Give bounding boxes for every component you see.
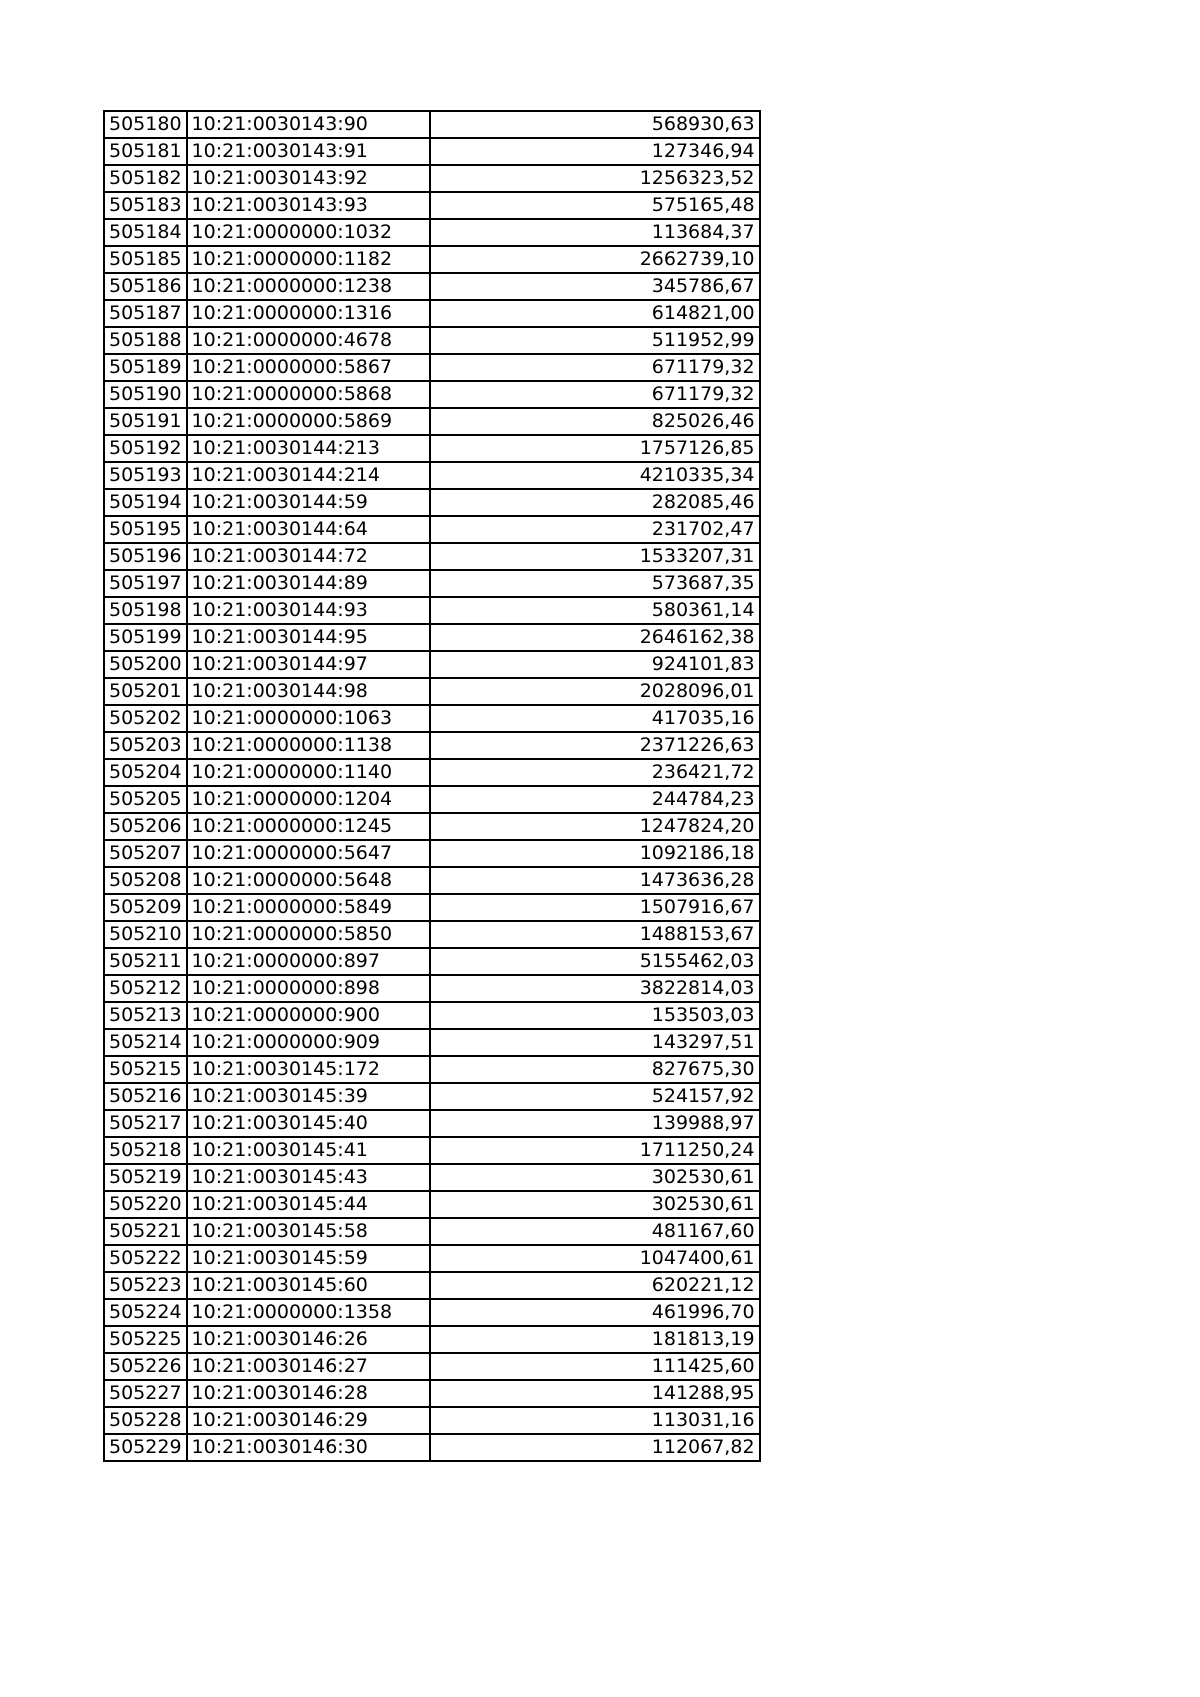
cadastral-number-cell: 10:21:0030145:43 — [187, 1164, 430, 1191]
table-row — [104, 192, 760, 219]
row-number-cell: 505207 — [104, 840, 187, 867]
table-row — [104, 489, 760, 516]
row-number-cell: 505229 — [104, 1434, 187, 1461]
cadastral-number-cell: 10:21:0030145:172 — [187, 1056, 430, 1083]
cadastral-number-cell: 10:21:0000000:1138 — [187, 732, 430, 759]
cadastral-value-cell: 524157,92 — [430, 1083, 760, 1110]
cadastral-number-cell: 10:21:0030144:89 — [187, 570, 430, 597]
cadastral-number-cell: 10:21:0030145:40 — [187, 1110, 430, 1137]
cadastral-number-cell: 10:21:0000000:909 — [187, 1029, 430, 1056]
cadastral-value-cell: 141288,95 — [430, 1380, 760, 1407]
cadastral-number-cell: 10:21:0030144:213 — [187, 435, 430, 462]
cadastral-value-cell: 1488153,67 — [430, 921, 760, 948]
row-number-cell: 505213 — [104, 1002, 187, 1029]
cadastral-value-cell: 671179,32 — [430, 381, 760, 408]
cadastral-number-cell: 10:21:0000000:5647 — [187, 840, 430, 867]
cadastral-value-cell: 113031,16 — [430, 1407, 760, 1434]
cadastral-value-cell: 302530,61 — [430, 1191, 760, 1218]
row-number-cell: 505212 — [104, 975, 187, 1002]
table-row — [104, 651, 760, 678]
cadastral-number-cell: 10:21:0000000:898 — [187, 975, 430, 1002]
table-row — [104, 948, 760, 975]
row-number-cell: 505199 — [104, 624, 187, 651]
cadastral-value-cell: 1757126,85 — [430, 435, 760, 462]
cadastral-number-cell: 10:21:0030146:30 — [187, 1434, 430, 1461]
row-number-cell: 505214 — [104, 1029, 187, 1056]
table-row — [104, 1353, 760, 1380]
cadastral-value-cell: 573687,35 — [430, 570, 760, 597]
cadastral-value-cell: 2646162,38 — [430, 624, 760, 651]
cadastral-number-cell: 10:21:0000000:5850 — [187, 921, 430, 948]
row-number-cell: 505223 — [104, 1272, 187, 1299]
row-number-cell: 505224 — [104, 1299, 187, 1326]
cadastral-value-cell: 827675,30 — [430, 1056, 760, 1083]
cadastral-value-cell: 614821,00 — [430, 300, 760, 327]
cadastral-number-cell: 10:21:0030145:58 — [187, 1218, 430, 1245]
cadastral-value-cell: 5155462,03 — [430, 948, 760, 975]
cadastral-value-cell: 244784,23 — [430, 786, 760, 813]
row-number-cell: 505191 — [104, 408, 187, 435]
row-number-cell: 505222 — [104, 1245, 187, 1272]
cadastral-value-cell: 127346,94 — [430, 138, 760, 165]
row-number-cell: 505225 — [104, 1326, 187, 1353]
cadastral-value-cell: 153503,03 — [430, 1002, 760, 1029]
table-row — [104, 138, 760, 165]
table-row — [104, 678, 760, 705]
table-row — [104, 246, 760, 273]
cadastral-value-cell: 1247824,20 — [430, 813, 760, 840]
table-row — [104, 1029, 760, 1056]
row-number-cell: 505203 — [104, 732, 187, 759]
row-number-cell: 505189 — [104, 354, 187, 381]
row-number-cell: 505209 — [104, 894, 187, 921]
row-number-cell: 505196 — [104, 543, 187, 570]
cadastral-value-cell: 2371226,63 — [430, 732, 760, 759]
table-row — [104, 975, 760, 1002]
row-number-cell: 505218 — [104, 1137, 187, 1164]
cadastral-number-cell: 10:21:0030143:92 — [187, 165, 430, 192]
table-row — [104, 813, 760, 840]
cadastral-value-cell: 481167,60 — [430, 1218, 760, 1245]
table-row — [104, 300, 760, 327]
cadastral-value-cell: 236421,72 — [430, 759, 760, 786]
table-row — [104, 516, 760, 543]
row-number-cell: 505197 — [104, 570, 187, 597]
cadastral-value-cell: 181813,19 — [430, 1326, 760, 1353]
table-row — [104, 840, 760, 867]
cadastral-value-cell: 1533207,31 — [430, 543, 760, 570]
cadastral-value-cell: 1092186,18 — [430, 840, 760, 867]
cadastral-number-cell: 10:21:0030144:95 — [187, 624, 430, 651]
table-row — [104, 1056, 760, 1083]
table-row — [104, 1164, 760, 1191]
cadastral-number-cell: 10:21:0030144:72 — [187, 543, 430, 570]
row-number-cell: 505205 — [104, 786, 187, 813]
cadastral-number-cell: 10:21:0000000:1204 — [187, 786, 430, 813]
row-number-cell: 505217 — [104, 1110, 187, 1137]
row-number-cell: 505182 — [104, 165, 187, 192]
cadastral-number-cell: 10:21:0000000:5868 — [187, 381, 430, 408]
row-number-cell: 505211 — [104, 948, 187, 975]
table-row — [104, 1299, 760, 1326]
row-number-cell: 505208 — [104, 867, 187, 894]
table-row — [104, 381, 760, 408]
cadastral-value-cell: 1256323,52 — [430, 165, 760, 192]
cadastral-value-cell: 345786,67 — [430, 273, 760, 300]
cadastral-number-cell: 10:21:0000000:5869 — [187, 408, 430, 435]
table-row — [104, 1002, 760, 1029]
table-row — [104, 597, 760, 624]
table-row — [104, 1137, 760, 1164]
row-number-cell: 505226 — [104, 1353, 187, 1380]
row-number-cell: 505185 — [104, 246, 187, 273]
row-number-cell: 505200 — [104, 651, 187, 678]
cadastral-number-cell: 10:21:0000000:1063 — [187, 705, 430, 732]
cadastral-value-cell: 924101,83 — [430, 651, 760, 678]
cadastral-value-cell: 4210335,34 — [430, 462, 760, 489]
row-number-cell: 505198 — [104, 597, 187, 624]
cadastral-number-cell: 10:21:0030146:29 — [187, 1407, 430, 1434]
cadastral-number-cell: 10:21:0030145:41 — [187, 1137, 430, 1164]
cadastral-number-cell: 10:21:0030144:93 — [187, 597, 430, 624]
table-row — [104, 462, 760, 489]
row-number-cell: 505210 — [104, 921, 187, 948]
cadastral-value-cell: 231702,47 — [430, 516, 760, 543]
row-number-cell: 505215 — [104, 1056, 187, 1083]
cadastral-value-cell: 1507916,67 — [430, 894, 760, 921]
cadastral-number-cell: 10:21:0030144:64 — [187, 516, 430, 543]
table-row — [104, 111, 760, 138]
table-row — [104, 921, 760, 948]
cadastral-number-cell: 10:21:0000000:5648 — [187, 867, 430, 894]
table-row — [104, 786, 760, 813]
row-number-cell: 505201 — [104, 678, 187, 705]
cadastral-value-cell: 113684,37 — [430, 219, 760, 246]
table-row — [104, 1407, 760, 1434]
cadastral-value-cell: 417035,16 — [430, 705, 760, 732]
table-row — [104, 732, 760, 759]
cadastral-number-cell: 10:21:0030144:98 — [187, 678, 430, 705]
table-row — [104, 354, 760, 381]
cadastral-number-cell: 10:21:0000000:1182 — [187, 246, 430, 273]
table-row — [104, 1245, 760, 1272]
table-row — [104, 759, 760, 786]
cadastral-value-cell: 1711250,24 — [430, 1137, 760, 1164]
table-row — [104, 408, 760, 435]
cadastral-number-cell: 10:21:0030144:214 — [187, 462, 430, 489]
row-number-cell: 505190 — [104, 381, 187, 408]
cadastral-number-cell: 10:21:0030145:60 — [187, 1272, 430, 1299]
cadastral-value-cell: 2662739,10 — [430, 246, 760, 273]
cadastral-value-cell: 620221,12 — [430, 1272, 760, 1299]
table-row — [104, 543, 760, 570]
cadastral-number-cell: 10:21:0030143:91 — [187, 138, 430, 165]
cadastral-number-cell: 10:21:0000000:5867 — [187, 354, 430, 381]
cadastral-value-cell: 825026,46 — [430, 408, 760, 435]
cadastral-value-cell: 511952,99 — [430, 327, 760, 354]
table-row — [104, 1218, 760, 1245]
cadastral-number-cell: 10:21:0030145:44 — [187, 1191, 430, 1218]
cadastral-value-cell: 1473636,28 — [430, 867, 760, 894]
row-number-cell: 505181 — [104, 138, 187, 165]
table-row — [104, 435, 760, 462]
cadastral-number-cell: 10:21:0000000:4678 — [187, 327, 430, 354]
cadastral-number-cell: 10:21:0000000:5849 — [187, 894, 430, 921]
row-number-cell: 505195 — [104, 516, 187, 543]
table-row — [104, 1083, 760, 1110]
row-number-cell: 505220 — [104, 1191, 187, 1218]
table-row — [104, 624, 760, 651]
row-number-cell: 505221 — [104, 1218, 187, 1245]
cadastral-number-cell: 10:21:0030143:90 — [187, 111, 430, 138]
table-body — [104, 111, 760, 1461]
cadastral-value-cell: 112067,82 — [430, 1434, 760, 1461]
row-number-cell: 505183 — [104, 192, 187, 219]
cadastral-value-cell: 111425,60 — [430, 1353, 760, 1380]
table-row — [104, 1434, 760, 1461]
row-number-cell: 505204 — [104, 759, 187, 786]
table-row — [104, 273, 760, 300]
cadastral-number-cell: 10:21:0030144:59 — [187, 489, 430, 516]
cadastral-value-cell: 139988,97 — [430, 1110, 760, 1137]
row-number-cell: 505188 — [104, 327, 187, 354]
table-row — [104, 327, 760, 354]
row-number-cell: 505227 — [104, 1380, 187, 1407]
cadastral-number-cell: 10:21:0000000:1032 — [187, 219, 430, 246]
cadastral-value-cell: 1047400,61 — [430, 1245, 760, 1272]
cadastral-value-cell: 2028096,01 — [430, 678, 760, 705]
cadastral-value-cell: 580361,14 — [430, 597, 760, 624]
row-number-cell: 505180 — [104, 111, 187, 138]
cadastral-value-cell: 282085,46 — [430, 489, 760, 516]
cadastral-number-cell: 10:21:0030145:59 — [187, 1245, 430, 1272]
table-row — [104, 867, 760, 894]
cadastral-value-cell: 3822814,03 — [430, 975, 760, 1002]
cadastral-number-cell: 10:21:0000000:900 — [187, 1002, 430, 1029]
table-row — [104, 1326, 760, 1353]
cadastral-number-cell: 10:21:0000000:1245 — [187, 813, 430, 840]
cadastral-value-cell: 568930,63 — [430, 111, 760, 138]
cadastral-number-cell: 10:21:0000000:897 — [187, 948, 430, 975]
cadastral-number-cell: 10:21:0000000:1140 — [187, 759, 430, 786]
cadastral-value-cell: 143297,51 — [430, 1029, 760, 1056]
row-number-cell: 505194 — [104, 489, 187, 516]
table-row — [104, 1110, 760, 1137]
row-number-cell: 505219 — [104, 1164, 187, 1191]
cadastral-number-cell: 10:21:0000000:1358 — [187, 1299, 430, 1326]
row-number-cell: 505228 — [104, 1407, 187, 1434]
row-number-cell: 505186 — [104, 273, 187, 300]
cadastral-number-cell: 10:21:0000000:1316 — [187, 300, 430, 327]
cadastral-number-cell: 10:21:0030146:27 — [187, 1353, 430, 1380]
table-row — [104, 165, 760, 192]
cadastral-number-cell: 10:21:0030146:28 — [187, 1380, 430, 1407]
cadastral-value-table — [103, 110, 761, 1462]
cadastral-number-cell: 10:21:0030145:39 — [187, 1083, 430, 1110]
table-row — [104, 1380, 760, 1407]
cadastral-number-cell: 10:21:0000000:1238 — [187, 273, 430, 300]
cadastral-value-cell: 461996,70 — [430, 1299, 760, 1326]
row-number-cell: 505202 — [104, 705, 187, 732]
row-number-cell: 505206 — [104, 813, 187, 840]
cadastral-value-cell: 302530,61 — [430, 1164, 760, 1191]
row-number-cell: 505187 — [104, 300, 187, 327]
cadastral-value-cell: 671179,32 — [430, 354, 760, 381]
table-row — [104, 705, 760, 732]
cadastral-number-cell: 10:21:0030143:93 — [187, 192, 430, 219]
row-number-cell: 505193 — [104, 462, 187, 489]
table-row — [104, 894, 760, 921]
table-row — [104, 1272, 760, 1299]
row-number-cell: 505216 — [104, 1083, 187, 1110]
table-row — [104, 219, 760, 246]
cadastral-number-cell: 10:21:0030144:97 — [187, 651, 430, 678]
cadastral-number-cell: 10:21:0030146:26 — [187, 1326, 430, 1353]
cadastral-value-cell: 575165,48 — [430, 192, 760, 219]
row-number-cell: 505192 — [104, 435, 187, 462]
table-row — [104, 1191, 760, 1218]
table-row — [104, 570, 760, 597]
row-number-cell: 505184 — [104, 219, 187, 246]
